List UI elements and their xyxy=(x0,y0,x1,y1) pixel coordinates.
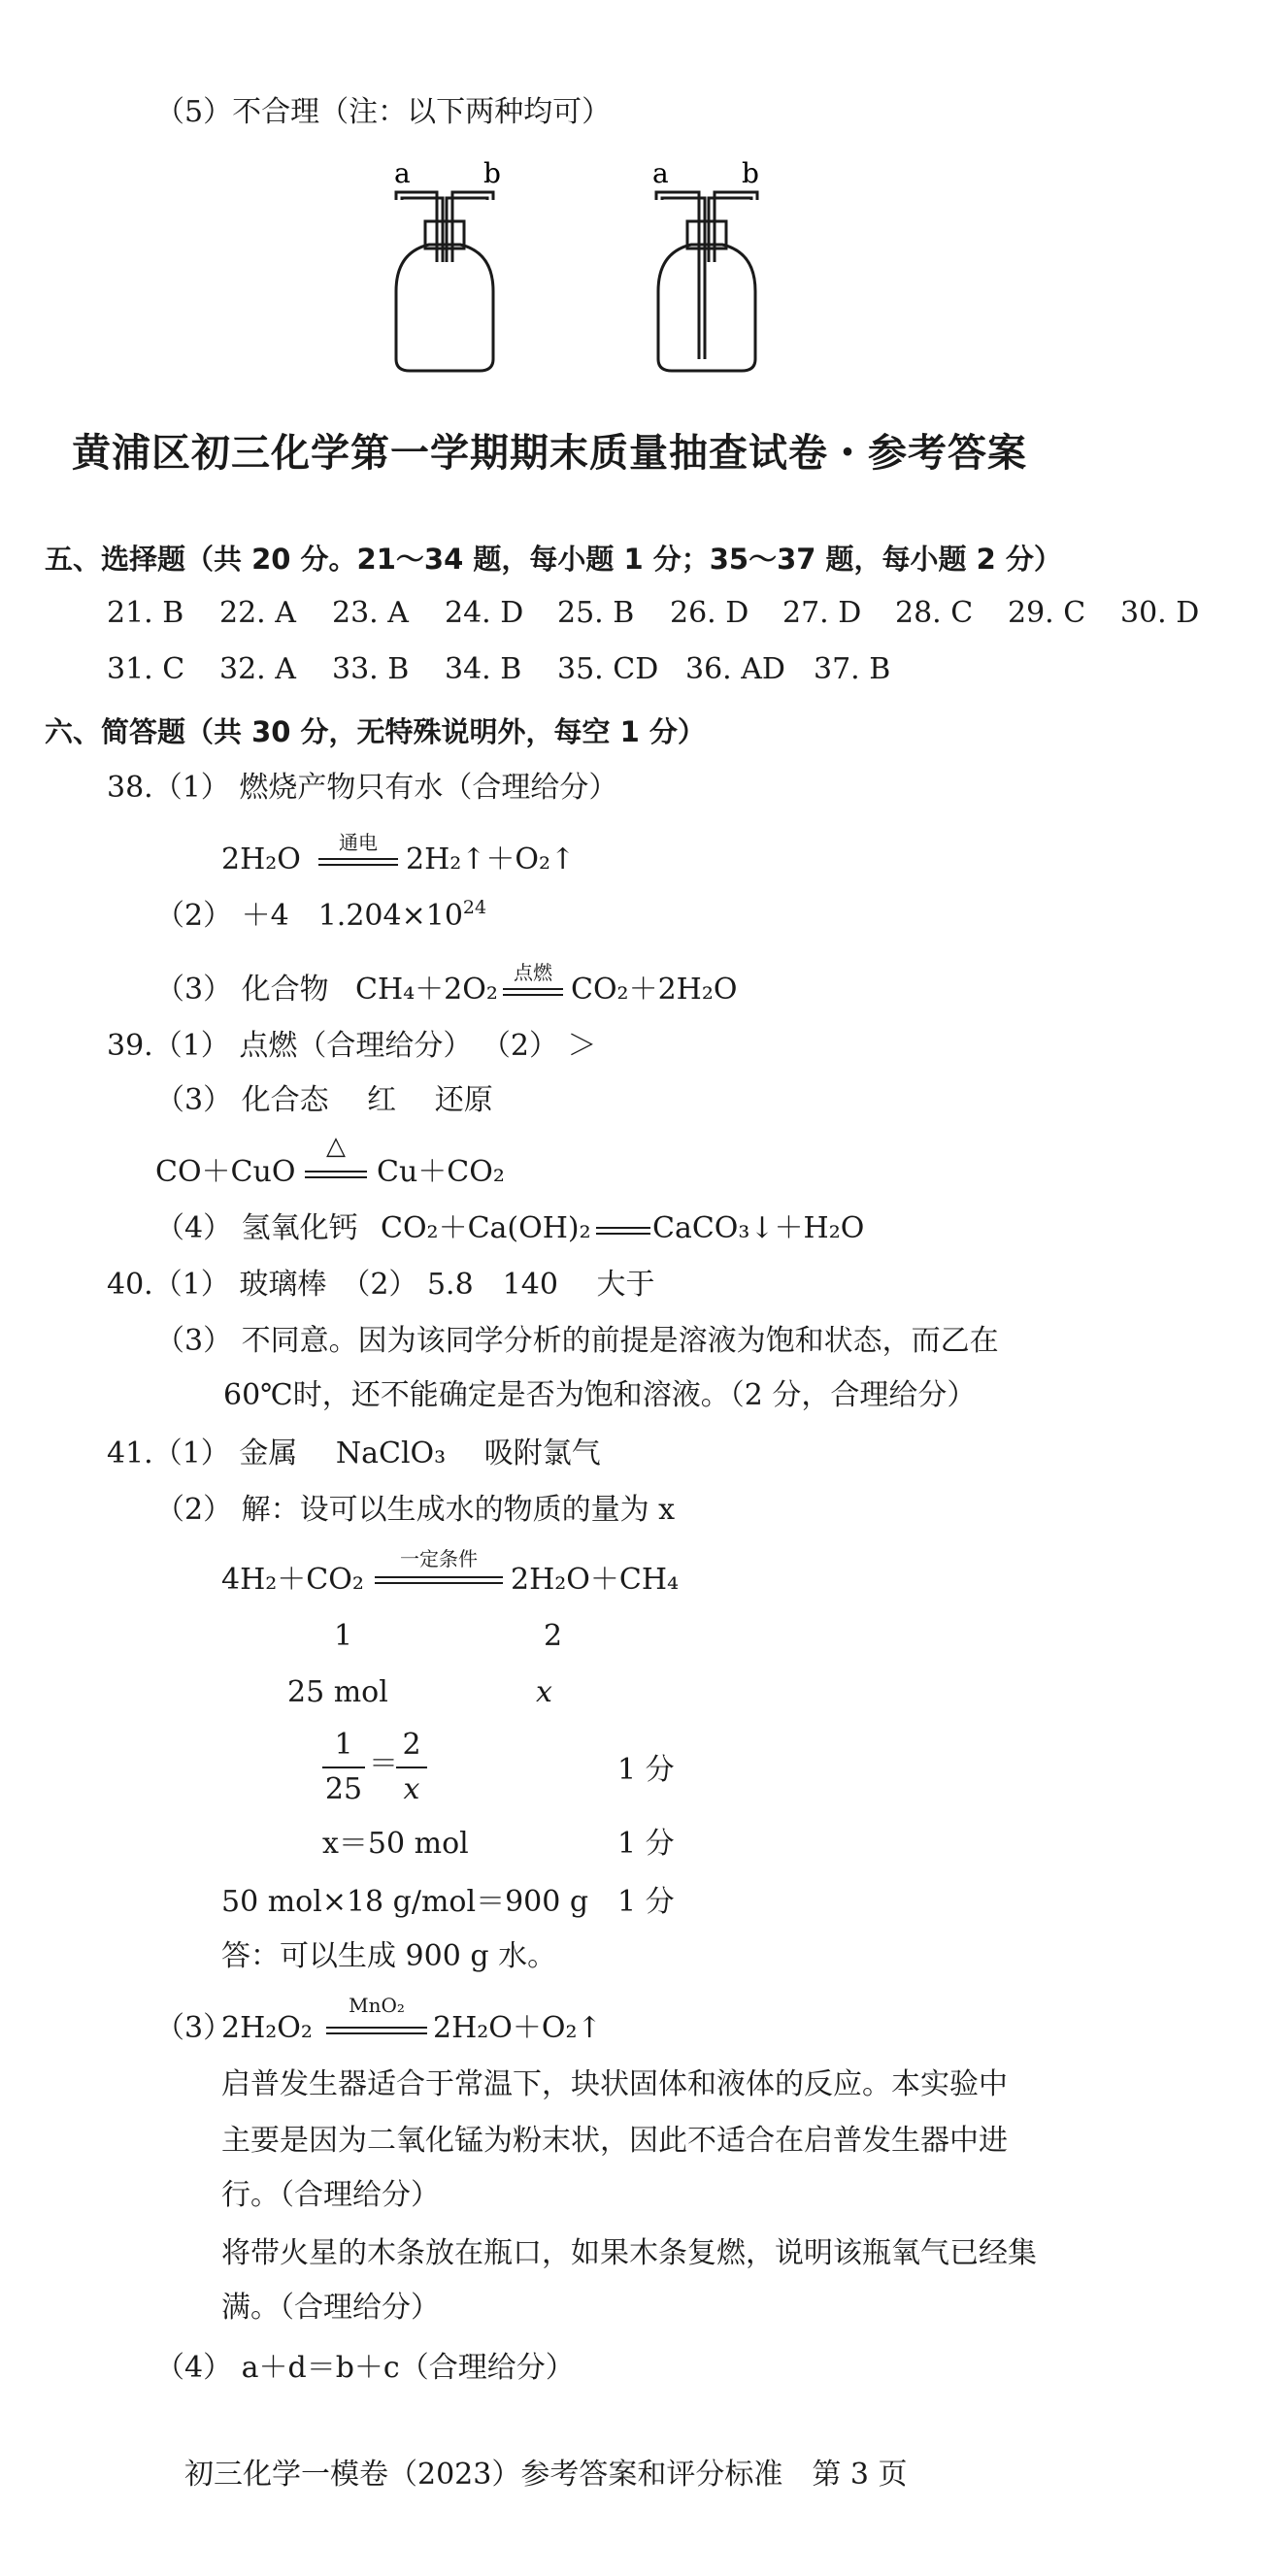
q41-score3: 1 分 xyxy=(617,1885,675,1919)
q41-amount-left: 25 mol xyxy=(287,1675,388,1709)
q41-frac1-bar xyxy=(322,1767,365,1768)
q41-frac1-denominator: 25 xyxy=(324,1772,363,1806)
q41-proportion-equals: ＝ xyxy=(369,1747,398,1781)
q41-mass: 50 mol×18 g/mol＝900 g xyxy=(221,1885,589,1919)
answer-33: 33. B xyxy=(332,652,410,686)
q41-coef-right: 2 xyxy=(544,1619,563,1653)
answer-31: 31. C xyxy=(107,652,185,686)
label-a-right: a xyxy=(652,157,669,189)
answer-37: 37. B xyxy=(814,652,891,686)
q38-eq3-left: CH₄＋2O₂ xyxy=(355,973,498,1007)
q41-p3-text5: 满。（合理给分） xyxy=(221,2291,440,2325)
q41-fraction2 xyxy=(396,1726,427,1809)
q41-answer: 答：可以生成 900 g 水。 xyxy=(221,1939,557,1973)
q38-p2-value: 1.204×10 xyxy=(317,899,463,933)
q41-part4: （4） a＋d＝b＋c（合理给分） xyxy=(155,2351,575,2385)
answer-25: 25. B xyxy=(557,596,635,630)
q41-eq3-condition: MnO₂ xyxy=(349,1994,405,2017)
q41-score1: 1 分 xyxy=(617,1753,675,1787)
q39-eq4-left: CO₂＋Ca(OH)₂ xyxy=(381,1211,591,1245)
q41-frac1-numerator: 1 xyxy=(334,1728,353,1762)
gas-bottle-left xyxy=(396,192,493,371)
q41-p3-text4: 将带火星的木条放在瓶口，如果木条复燃，说明该瓶氧气已经集 xyxy=(221,2236,1037,2270)
q39-eq4-equals xyxy=(596,1227,650,1235)
q40-part1-2: 40.（1） 玻璃棒 （2） 5.8 140 大于 xyxy=(107,1268,655,1302)
section5-heading: 五、选择题（共 20 分。21～34 题，每小题 1 分；35～37 题，每小题 2 分） xyxy=(45,543,1062,576)
q39-eq-equals xyxy=(305,1171,367,1178)
q38-p2-exponent: 24 xyxy=(462,897,487,918)
answer-30: 30. D xyxy=(1120,596,1200,630)
answer-21: 21. B xyxy=(107,596,184,630)
q41-p3-text3: 行。（合理给分） xyxy=(221,2178,440,2212)
q39-part1-2: 39.（1） 点燃（合理给分） （2） ＞ xyxy=(107,1029,597,1063)
q41-coef-left: 1 xyxy=(334,1619,353,1653)
label-b-right: b xyxy=(742,157,759,189)
q41-fraction1 xyxy=(322,1726,365,1809)
page-footer: 初三化学一模卷（2023）参考答案和评分标准 第 3 页 xyxy=(184,2458,908,2492)
q38-eq1-left: 2H₂O xyxy=(221,842,301,876)
q38-eq1-right: 2H₂↑＋O₂↑ xyxy=(406,842,576,876)
answer-29: 29. C xyxy=(1008,596,1086,630)
q41-eq-right: 2H₂O＋CH₄ xyxy=(511,1563,680,1597)
q38-eq3-right: CO₂＋2H₂O xyxy=(571,973,738,1007)
q41-p3-text2: 主要是因为二氧化锰为粉末状，因此不适合在启普发生器中进 xyxy=(221,2124,1008,2158)
q41-frac2-numerator: 2 xyxy=(402,1728,421,1762)
q39-eq4-right: CaCO₃↓＋H₂O xyxy=(652,1211,865,1245)
q41-p3-text1: 启普发生器适合于常温下，块状固体和液体的反应。本实验中 xyxy=(221,2067,1008,2101)
answer-36: 36. AD xyxy=(685,652,785,686)
q39-part3: （3） 化合态 红 还原 xyxy=(155,1083,493,1117)
q41-eq3-equals xyxy=(326,2027,427,2034)
q39-eq-left: CO＋CuO xyxy=(155,1155,296,1189)
label-a-left: a xyxy=(394,157,411,189)
q41-score2: 1 分 xyxy=(617,1827,675,1861)
q41-frac2-bar xyxy=(396,1767,427,1768)
gas-bottle-right xyxy=(656,192,757,371)
answer-35: 35. CD xyxy=(557,652,659,686)
q41-amount-right: x xyxy=(536,1675,552,1709)
part5-note: （5）不合理（注：以下两种均可） xyxy=(155,95,612,129)
gas-bottle-diagram xyxy=(379,155,786,379)
q38-eq1-condition: 通电 xyxy=(339,831,378,854)
q41-frac2-denominator: x xyxy=(403,1772,420,1806)
q38-eq3-equals xyxy=(503,988,563,996)
q41-solution: x＝50 mol xyxy=(322,1827,469,1861)
q41-p3-label: （3） xyxy=(155,2011,233,2045)
q40-part3-line2: 60℃时，还不能确定是否为饱和溶液。（2 分，合理给分） xyxy=(223,1378,977,1412)
answer-24: 24. D xyxy=(445,596,524,630)
answer-23: 23. A xyxy=(332,596,409,630)
q38-eq3-condition: 点燃 xyxy=(514,961,552,984)
label-b-left: b xyxy=(483,157,501,189)
q41-eq3-right: 2H₂O＋O₂↑ xyxy=(433,2011,602,2045)
answer-32: 32. A xyxy=(219,652,296,686)
q39-p4-label: （4） 氢氧化钙 xyxy=(155,1211,358,1245)
q39-eq-right: Cu＋CO₂ xyxy=(377,1155,505,1189)
answer-27: 27. D xyxy=(782,596,862,630)
q39-eq-condition: △ xyxy=(326,1132,346,1161)
q41-part1: 41.（1） 金属 NaClO₃ 吸附氯气 xyxy=(107,1437,601,1470)
answer-34: 34. B xyxy=(445,652,522,686)
q41-part2: （2） 解：设可以生成水的物质的量为 x xyxy=(155,1493,676,1527)
answer-22: 22. A xyxy=(219,596,296,630)
q38-p3-label: （3） 化合物 xyxy=(155,973,329,1007)
q41-eq-left: 4H₂＋CO₂ xyxy=(221,1563,364,1597)
answer-28: 28. C xyxy=(895,596,974,630)
answer-26: 26. D xyxy=(670,596,749,630)
q40-part3-line1: （3） 不同意。因为该同学分析的前提是溶液为饱和状态，而乙在 xyxy=(155,1324,999,1358)
section6-heading: 六、简答题（共 30 分，无特殊说明外，每空 1 分） xyxy=(45,715,706,748)
q38-part2 xyxy=(155,897,486,936)
q38-eq1-equals xyxy=(318,858,398,866)
q41-eq-condition: 一定条件 xyxy=(400,1547,478,1570)
page-title: 黄浦区初三化学第一学期期末质量抽查试卷・参考答案 xyxy=(72,431,1027,476)
q41-eq3-left: 2H₂O₂ xyxy=(221,2011,313,2045)
q38-part1: 38.（1） 燃烧产物只有水（合理给分） xyxy=(107,771,618,805)
q41-eq-equals xyxy=(375,1576,503,1584)
q38-p2-label: （2） ＋4 xyxy=(155,899,289,933)
